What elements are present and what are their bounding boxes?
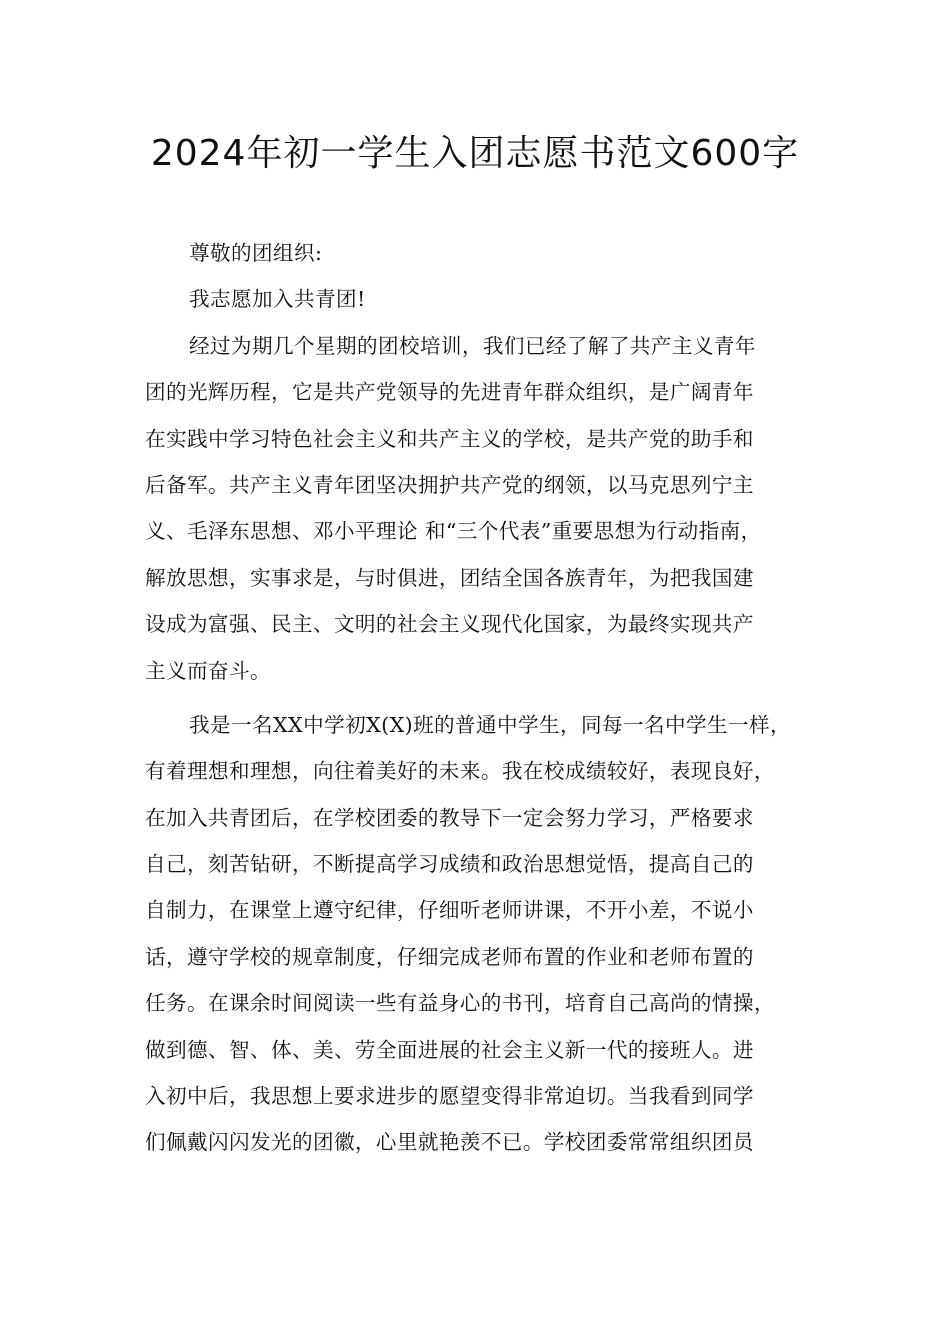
- text-line: 自己，刻苦钻研，不断提高学习成绩和政治思想觉悟，提高自己的: [145, 852, 754, 877]
- text-line: 设成为富强、民主、文明的社会主义现代化国家，为最终实现共产: [145, 612, 754, 637]
- text-line: 任务。在课余时间阅读一些有益身心的书刊，培育自己高尚的情操，: [145, 991, 775, 1016]
- text-line: 在实践中学习特色社会主义和共产主义的学校，是共产党的助手和: [145, 426, 754, 451]
- text-line: 我是一名XX中学初X(X)班的普通中学生，同每一名中学生一样，: [189, 712, 791, 737]
- text-line: 自制力，在课堂上遵守纪律，仔细听老师讲课，不开小差，不说小: [145, 898, 754, 923]
- text-line: 有着理想和理想，向往着美好的未来。我在校成绩较好，表现良好，: [145, 759, 775, 784]
- text-line: 做到德、智、体、美、劳全面进展的社会主义新一代的接班人。进: [145, 1037, 754, 1062]
- text-line: 义、毛泽东思想、邓小平理论 和“三个代表”重要思想为行动指南，: [145, 519, 762, 544]
- text-line: 解放思想，实事求是，与时俱进，团结全国各族青年，为把我国建: [145, 565, 754, 590]
- text-line: 入初中后，我思想上要求进步的愿望变得非常迫切。当我看到同学: [145, 1084, 754, 1109]
- text-line: 们佩戴闪闪发光的团徽，心里就艳羡不已。学校团委常常组织团员: [145, 1130, 754, 1155]
- text-line: 主义而奋斗。: [145, 658, 271, 683]
- document-title: 2024年初一学生入团志愿书范文600字: [150, 133, 800, 174]
- text-line: 在加入共青团后，在学校团委的教导下一定会努力学习，严格要求: [145, 805, 754, 830]
- text-line: 经过为期几个星期的团校培训，我们已经了解了共产主义青年: [189, 333, 756, 358]
- paragraph-gap: [145, 694, 810, 702]
- document-body: [145, 230, 810, 1166]
- text-line: 话，遵守学校的规章制度，仔细完成老师布置的作业和老师布置的: [145, 944, 754, 969]
- text-line: 团的光辉历程，它是共产党领导的先进青年群众组织，是广阔青年: [145, 380, 754, 405]
- text-line: 后备军。共产主义青年团坚决拥护共产党的纲领，以马克思列宁主: [145, 472, 754, 497]
- text-line: 我志愿加入共青团!: [189, 287, 366, 312]
- salutation-line: 尊敬的团组织:: [189, 241, 323, 265]
